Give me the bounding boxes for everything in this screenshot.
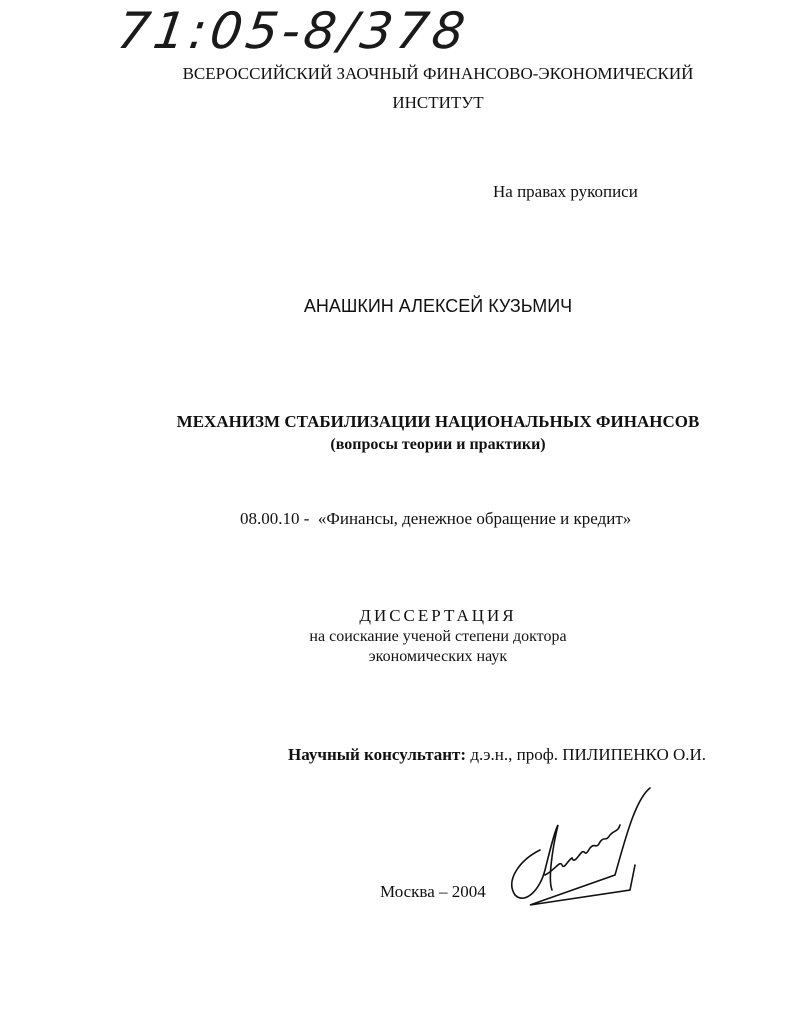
- consultant-label: Научный консультант:: [288, 745, 467, 764]
- signature: [500, 780, 660, 910]
- consultant-value: д.э.н., проф. ПИЛИПЕНКО О.И.: [466, 745, 707, 764]
- rights-note: На правах рукописи: [493, 182, 638, 201]
- degree-line-1: на соискание ученой степени доктора: [309, 628, 567, 645]
- document-type: ДИССЕРТАЦИЯ: [359, 606, 517, 625]
- handwritten-archive-number: 71:05-8/378: [113, 2, 473, 60]
- degree-line-2: экономических наук: [368, 648, 508, 665]
- scientific-consultant: [288, 745, 706, 765]
- author-name: АНАШКИН АЛЕКСЕЙ КУЗЬМИЧ: [303, 296, 573, 316]
- dissertation-subtitle: (вопросы теории и практики): [330, 436, 546, 453]
- city-year: Москва – 2004: [380, 882, 486, 901]
- specialty-code: 08.00.10 - «Финансы, денежное обращение и кредит»: [240, 509, 632, 528]
- institution-name-line2: ИНСТИТУТ: [392, 93, 484, 112]
- institution-name: ВСЕРОССИЙСКИЙ ЗАОЧНЫЙ ФИНАНСОВО-ЭКОНОМИЧЕСКИЙ: [182, 64, 694, 83]
- dissertation-title: МЕХАНИЗМ СТАБИЛИЗАЦИИ НАЦИОНАЛЬНЫХ ФИНАНСОВ: [176, 412, 700, 431]
